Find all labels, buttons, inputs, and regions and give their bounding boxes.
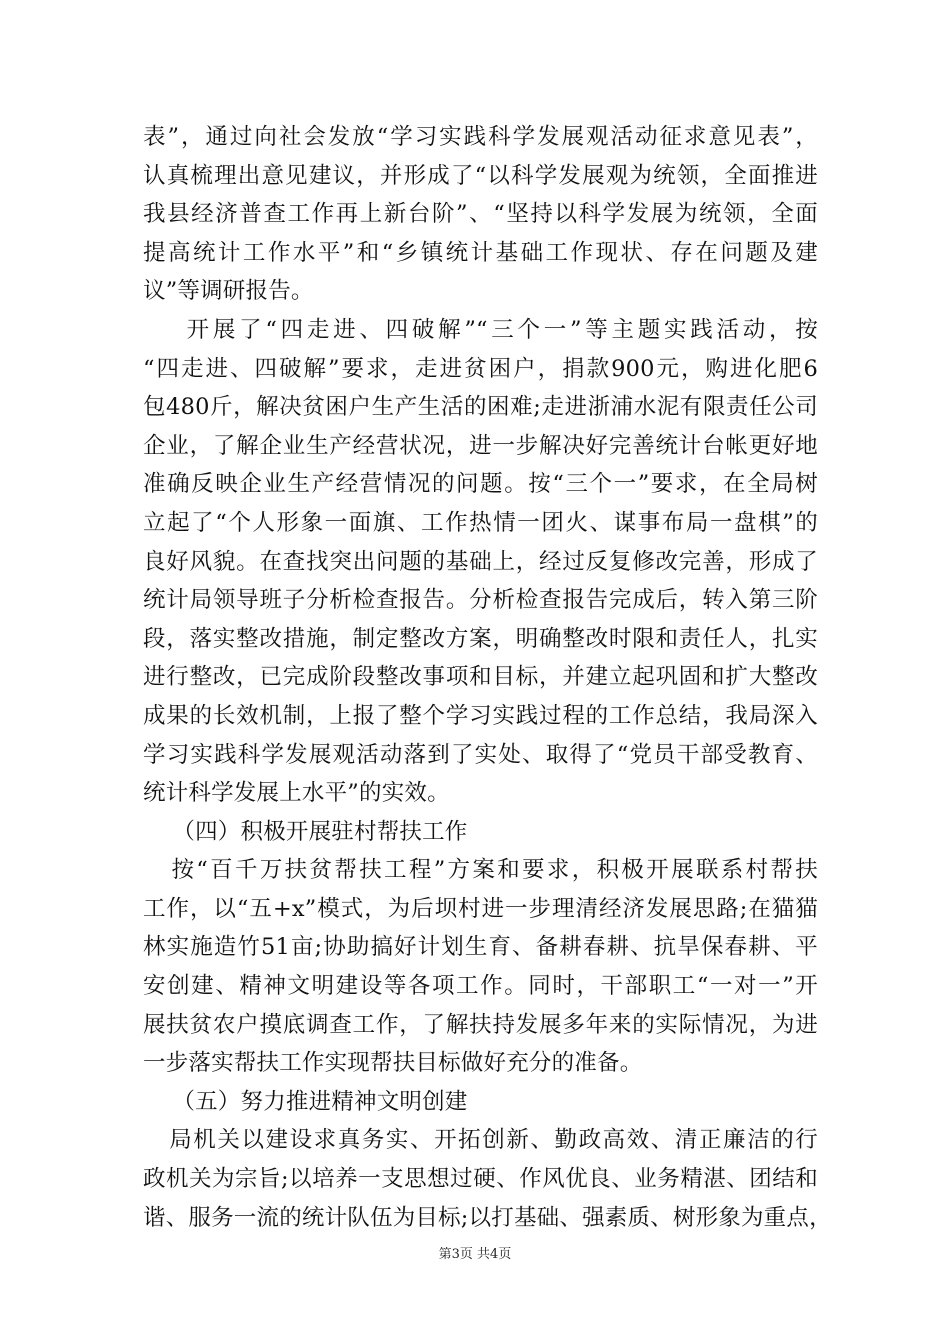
section-heading: （五）努力推进精神文明创建: [143, 1088, 468, 1115]
text-line: 良好风貌。在查找突出问题的基础上，经过反复修改完善，形成了: [143, 548, 818, 575]
text-line: 表”，通过向社会发放“学习实践科学发展观活动征求意见表”，: [143, 124, 818, 150]
text-line: 进行整改，已完成阶段整改事项和目标，并建立起巩固和扩大整改: [143, 664, 818, 691]
text-line: “四走进、四破解”要求，走进贫困户，捐款900元，购进化肥6: [143, 355, 818, 382]
text-line: 林实施造竹51亩;协助搞好计划生育、备耕春耕、抗旱保春耕、平: [143, 934, 818, 961]
text-line: 立起了“个人形象一面旗、工作热情一团火、谋事布局一盘棋”的: [143, 509, 818, 536]
body-text: [143, 118, 832, 1237]
text-line: 成果的长效机制，上报了整个学习实践过程的工作总结，我局深入: [143, 702, 818, 729]
text-line: 工作，以“五+x”模式，为后坝村进一步理清经济发展思路;在猫猫: [143, 895, 818, 922]
text-line: 按“百千万扶贫帮扶工程”方案和要求，积极开展联系村帮扶: [143, 857, 818, 884]
text-line: 认真梳理出意见建议，并形成了“以科学发展观为统领，全面推进: [143, 162, 818, 189]
text-line: 一步落实帮扶工作实现帮扶目标做好充分的准备。: [143, 1050, 643, 1077]
text-line: 我县经济普查工作再上新台阶”、“坚持以科学发展为统领，全面: [143, 201, 818, 228]
page-footer: 第3页 共4页: [438, 1247, 512, 1262]
text-line: 统计局领导班子分析检查报告。分析检查报告完成后，转入第三阶: [143, 587, 818, 614]
text-line: 学习实践科学发展观活动落到了实处、取得了“党员干部受教育、: [143, 741, 818, 768]
text-line: 段，落实整改措施，制定整改方案，明确整改时限和责任人，扎实: [143, 625, 818, 652]
text-line: 统计科学发展上水平”的实效。: [143, 780, 450, 807]
text-line: 企业，了解企业生产经营状况，进一步解决好完善统计台帐更好地: [143, 432, 818, 459]
text-line: 议”等调研报告。: [143, 278, 314, 305]
text-line: 包480斤，解决贫困户生产生活的困难;走进浙浦水泥有限责任公司: [143, 394, 818, 421]
text-line: 局机关以建设求真务实、开拓创新、勤政高效、清正廉洁的行: [143, 1127, 818, 1154]
text-line: 开展了“四走进、四破解”“三个一”等主题实践活动，按: [143, 316, 818, 343]
text-line: 安创建、精神文明建设等各项工作。同时，干部职工“一对一”开: [143, 973, 818, 1000]
section-heading: （四）积极开展驻村帮扶工作: [143, 818, 468, 845]
text-line: 提高统计工作水平”和“乡镇统计基础工作现状、存在问题及建: [143, 239, 818, 266]
text-line: 展扶贫农户摸底调查工作，了解扶持发展多年来的实际情况，为进: [143, 1011, 818, 1038]
text-line: 准确反映企业生产经营情况的问题。按“三个一”要求，在全局树: [143, 471, 818, 498]
text-line: 谐、服务一流的统计队伍为目标;以打基础、强素质、树形象为重点，: [143, 1204, 832, 1231]
text-line: 政机关为宗旨;以培养一支思想过硬、作风优良、业务精湛、团结和: [143, 1166, 818, 1193]
